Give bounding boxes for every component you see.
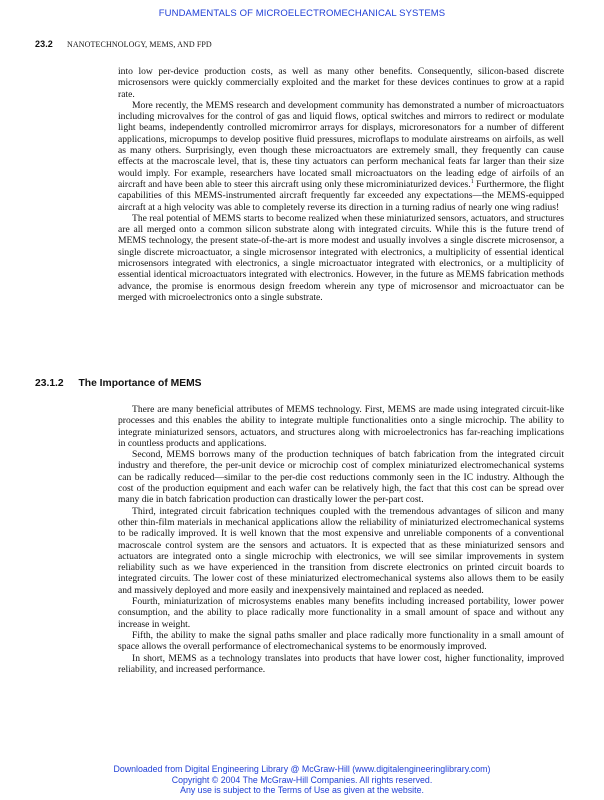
paragraph: There are many beneficial attributes of MEMS technology. First, MEMS are made using integrated circuit-like processes and this enables the ability to integrate multiple functionalities onto a single microchip. The ability to integrate miniaturized sensors, actuators, and structures along with microelectronics has far-reaching implications in countless products and applications. [118, 404, 564, 449]
download-footer [0, 764, 604, 796]
running-head-title: NANOTECHNOLOGY, MEMS, AND FPD [67, 40, 212, 49]
footer-copyright: Copyright © 2004 The McGraw-Hill Companies. All rights reserved. [171, 774, 433, 785]
page-number: 23.2 [35, 39, 53, 49]
paragraph-text: Furthermore, the flight capabilities of this MEMS-instrumented aircraft frequently far exceeded any expectations—the MEMS-equipped aircraft at a high velocity was able to completely reverse its direction in a turning radius of nearly one wing radius! [118, 178, 564, 213]
paragraph: In short, MEMS as a technology translates into products that have lower cost, higher functionality, improved reliability, and increased performance. [118, 652, 564, 675]
footer-terms: Any use is subject to the Terms of Use as given at the website. [180, 785, 424, 795]
paragraph: Fifth, the ability to make the signal paths smaller and place radically more functionality in a small amount of space allows the overall performance of electromechanical systems to be enormously improved. [118, 629, 564, 653]
paragraph: into low per-device production costs, as well as many other benefits. Consequently, silicon-based discrete microsensors were quickly commercially exploited and the market for these devices continues to grow at a rapid rate. [118, 66, 564, 100]
body-text-section [118, 404, 564, 675]
paragraph [118, 100, 564, 213]
section-number: 23.1.2 [35, 378, 64, 389]
section-heading [35, 378, 202, 389]
section-title: The Importance of MEMS [78, 378, 202, 389]
body-text-top [118, 66, 564, 303]
paragraph: The real potential of MEMS starts to become realized when these miniaturized sensors, actuators, and structures are all merged onto a common silicon substrate along with integrated circuits. While this is the future trend of MEMS technology, the present state-of-the-art is more modest and usually involves a single discrete microsensor, a single discrete microactuator, a single microsensor integrated with electronics, a multiplicity of essential identical microsensors integrated with electronics, a single microactuator integrated with electronics, or a multiplicity of essential identical microactuators integrated with electronics. However, in the future as MEMS fabrication methods advance, the promise is enormous design freedom wherein any type of microsensor and microactuator can be merged with microelectronics onto a single substrate. [118, 212, 564, 303]
paragraph: Fourth, miniaturization of microsystems enables many benefits including increased portability, lower power consumption, and the ability to place radically more functionality in a small amount of space and without any increase in weight. [118, 596, 564, 630]
footnote-marker: 1 [470, 178, 474, 185]
footer-download-link[interactable]: Downloaded from Digital Engineering Library @ McGraw-Hill (www.digitalengineeringlibrary.com) [113, 764, 491, 774]
paragraph: Second, MEMS borrows many of the production techniques of batch fabrication from the integrated circuit industry and therefore, the per-unit device or microchip cost of complex miniaturized electromechanical systems can be radically reduced—similar to the per-die cost reductions commonly seen in the IC industry. Although the cost of the production equipment and each wafer can be relatively high, the fact that this cost can be spread over many die in batch fabrication production can drastically lower the per-part cost. [118, 449, 564, 506]
book-title-banner: FUNDAMENTALS OF MICROELECTROMECHANICAL SYSTEMS [158, 8, 446, 19]
paragraph-text: More recently, the MEMS research and development community has demonstrated a number of microactuators including microvalves for the control of gas and liquid flows, optical switches and mirrors to redirect or modulate light beams, independently controlled micromirror arrays for displays, microresonators for a number of different applications, micropumps to develop positive fluid pressures, microflaps to modulate airstreams on airfoils, as well as many others. Surprisingly, even though these microactuators are extremely small, they frequently can cause effects at the macroscale level, that is, these tiny actuators can perform mechanical feats far larger than their size would imply. For example, researchers have located small microactuators on the leading edge of airfoils of an aircraft and have been able to steer this aircraft using only these microminiaturized devices. [118, 99, 564, 190]
paragraph: Third, integrated circuit fabrication techniques coupled with the tremendous advantages of silicon and many other thin-film materials in mechanical applications allow the reliability of miniaturized electromechanical systems to be radically improved. It is well known that the most expensive and unreliable components of a conventional macroscale control system are the sensors and actuators. It is expected that as these miniaturized sensors and actuators are integrated onto a single microchip with electronics, we will see similar improvements in system reliability such as we have experienced in the transition from discrete electronics on printed circuit boards to integrated circuits. The lower cost of these miniaturized electromechanical systems also allows them to be easily and massively deployed and more easily and inexpensively maintained and replaced as needed. [118, 505, 564, 596]
running-head [35, 39, 212, 49]
